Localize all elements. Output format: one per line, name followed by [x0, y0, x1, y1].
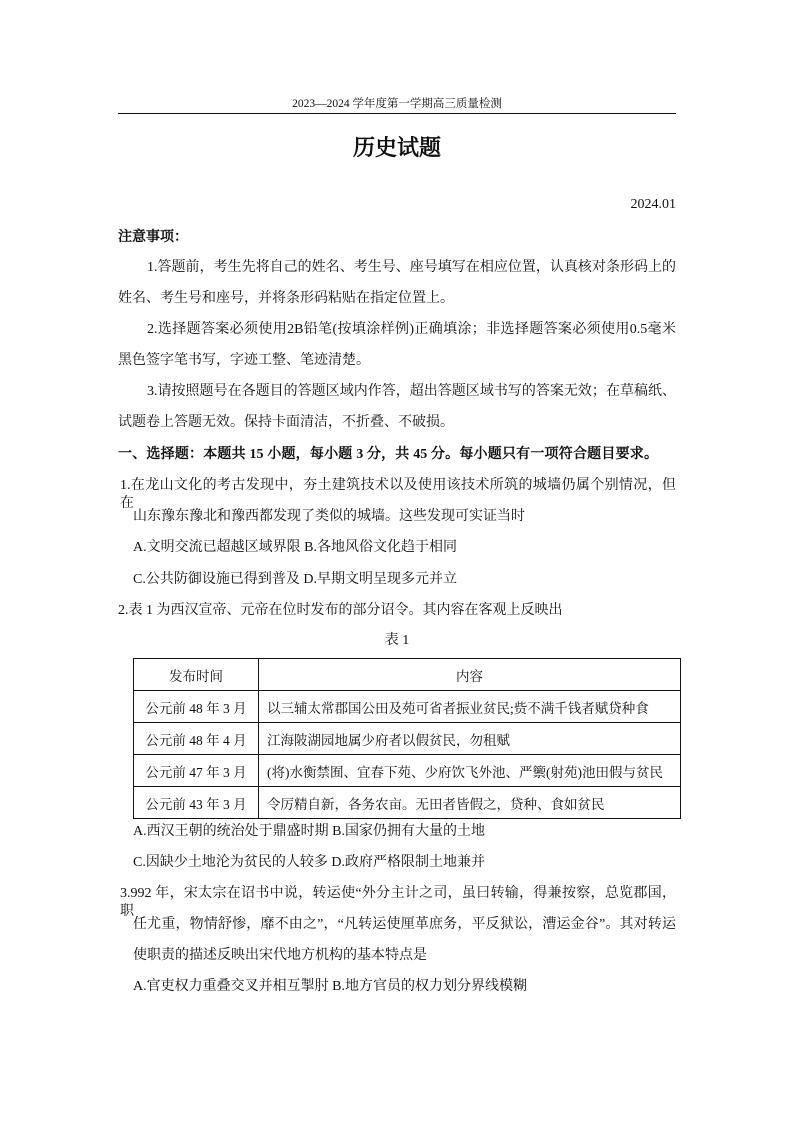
row-content: (将)水衡禁囿、宜春下苑、少府饮飞外池、严籞(射苑)池田假与贫民: [259, 755, 681, 787]
q3-options-ab: A.官吏权力重叠交叉并相互掣肘 B.地方官员的权力划分界线模糊: [133, 979, 527, 994]
q3-stem-line-3: 使职责的描述反映出宋代地方机构的基本特点是: [133, 948, 427, 963]
section-heading: 一、选择题：本题共 15 小题，每小题 3 分，共 45 分。每小题只有一项符合题目要求。: [118, 447, 658, 462]
row-content: 江海陂湖园地属少府者以假贫民，勿租赋: [259, 723, 681, 755]
q1-stem-line-1: 1.在龙山文化的考古发现中，夯土建筑技术以及使用该技术所筑的城墙仍属个别情况，但在: [120, 478, 676, 511]
header-rule: [118, 113, 676, 114]
exam-header: 2023—2024 学年度第一学期高三质量检测: [292, 98, 502, 110]
q3-stem-line-1: 3.992 年，宋太宗在诏书中说，转运使“外分主计之司，虽曰转输，得兼按察，总览郡国，职: [120, 886, 676, 919]
q3-stem-line-2: 任尤重，物情舒惨，靡不由之”，“凡转运使厘革庶务，平反狱讼，漕运金谷”。其对转运: [133, 917, 676, 932]
table-row: [134, 787, 681, 819]
notice-item-2-line-1: 2.选择题答案必须使用2B铅笔(按填涂样例)正确填涂；非选择题答案必须使用0.5毫米: [147, 322, 676, 337]
header-content: 内容: [259, 659, 681, 691]
page-title: 历史试题: [352, 135, 441, 160]
q1-options-ab: A.文明交流已超越区域界限 B.各地风俗文化趋于相同: [133, 540, 457, 555]
edict-table: [133, 658, 681, 819]
table-header-row: [134, 659, 681, 691]
table-caption: 表 1: [384, 633, 410, 648]
notice-item-3-line-2: 试题卷上答题无效。保持卡面清洁，不折叠、不破损。: [118, 415, 454, 430]
q1-options-cd: C.公共防御设施已得到普及 D.早期文明呈现多元并立: [133, 572, 457, 587]
row-date: 公元前 48 年 3 月: [134, 691, 259, 723]
q2-options-cd: C.因缺少土地沦为贫民的人较多 D.政府严格限制土地兼并: [133, 855, 485, 870]
notice-item-3-line-1: 3.请按照题号在各题目的答题区域内作答，超出答题区域书写的答案无效；在草稿纸、: [147, 384, 676, 399]
notice-item-1-line-2: 姓名、考生号和座号，并将条形码粘贴在指定位置上。: [118, 291, 454, 306]
notice-item-2-line-2: 黑色签字笔书写，字迹工整、笔迹清楚。: [118, 353, 370, 368]
notice-item-1-line-1: 1.答题前，考生先将自己的姓名、考生号、座号填写在相应位置，认真核对条形码上的: [147, 260, 676, 275]
q1-stem-line-2: 山东豫东豫北和豫西都发现了类似的城墙。这些发现可实证当时: [133, 509, 525, 524]
q2-stem: 2.表 1 为西汉宣帝、元帝在位时发布的部分诏令。其内容在客观上反映出: [118, 603, 563, 618]
row-date: 公元前 43 年 3 月: [134, 787, 259, 819]
row-content: 令厉精自新，各务农亩。无田者皆假之，贷种、食如贫民: [259, 787, 681, 819]
notice-heading: 注意事项：: [118, 230, 188, 245]
row-date: 公元前 48 年 4 月: [134, 723, 259, 755]
row-date: 公元前 47 年 3 月: [134, 755, 259, 787]
table-row: [134, 723, 681, 755]
table-row: [134, 755, 681, 787]
exam-date: 2024.01: [630, 197, 676, 212]
q2-options-ab: A.西汉王朝的统治处于鼎盛时期 B.国家仍拥有大量的土地: [133, 824, 485, 839]
row-content: 以三辅太常郡国公田及苑可省者振业贫民;赀不满千钱者赋贷种食: [259, 691, 681, 723]
table-row: [134, 691, 681, 723]
header-date: 发布时间: [134, 659, 259, 691]
